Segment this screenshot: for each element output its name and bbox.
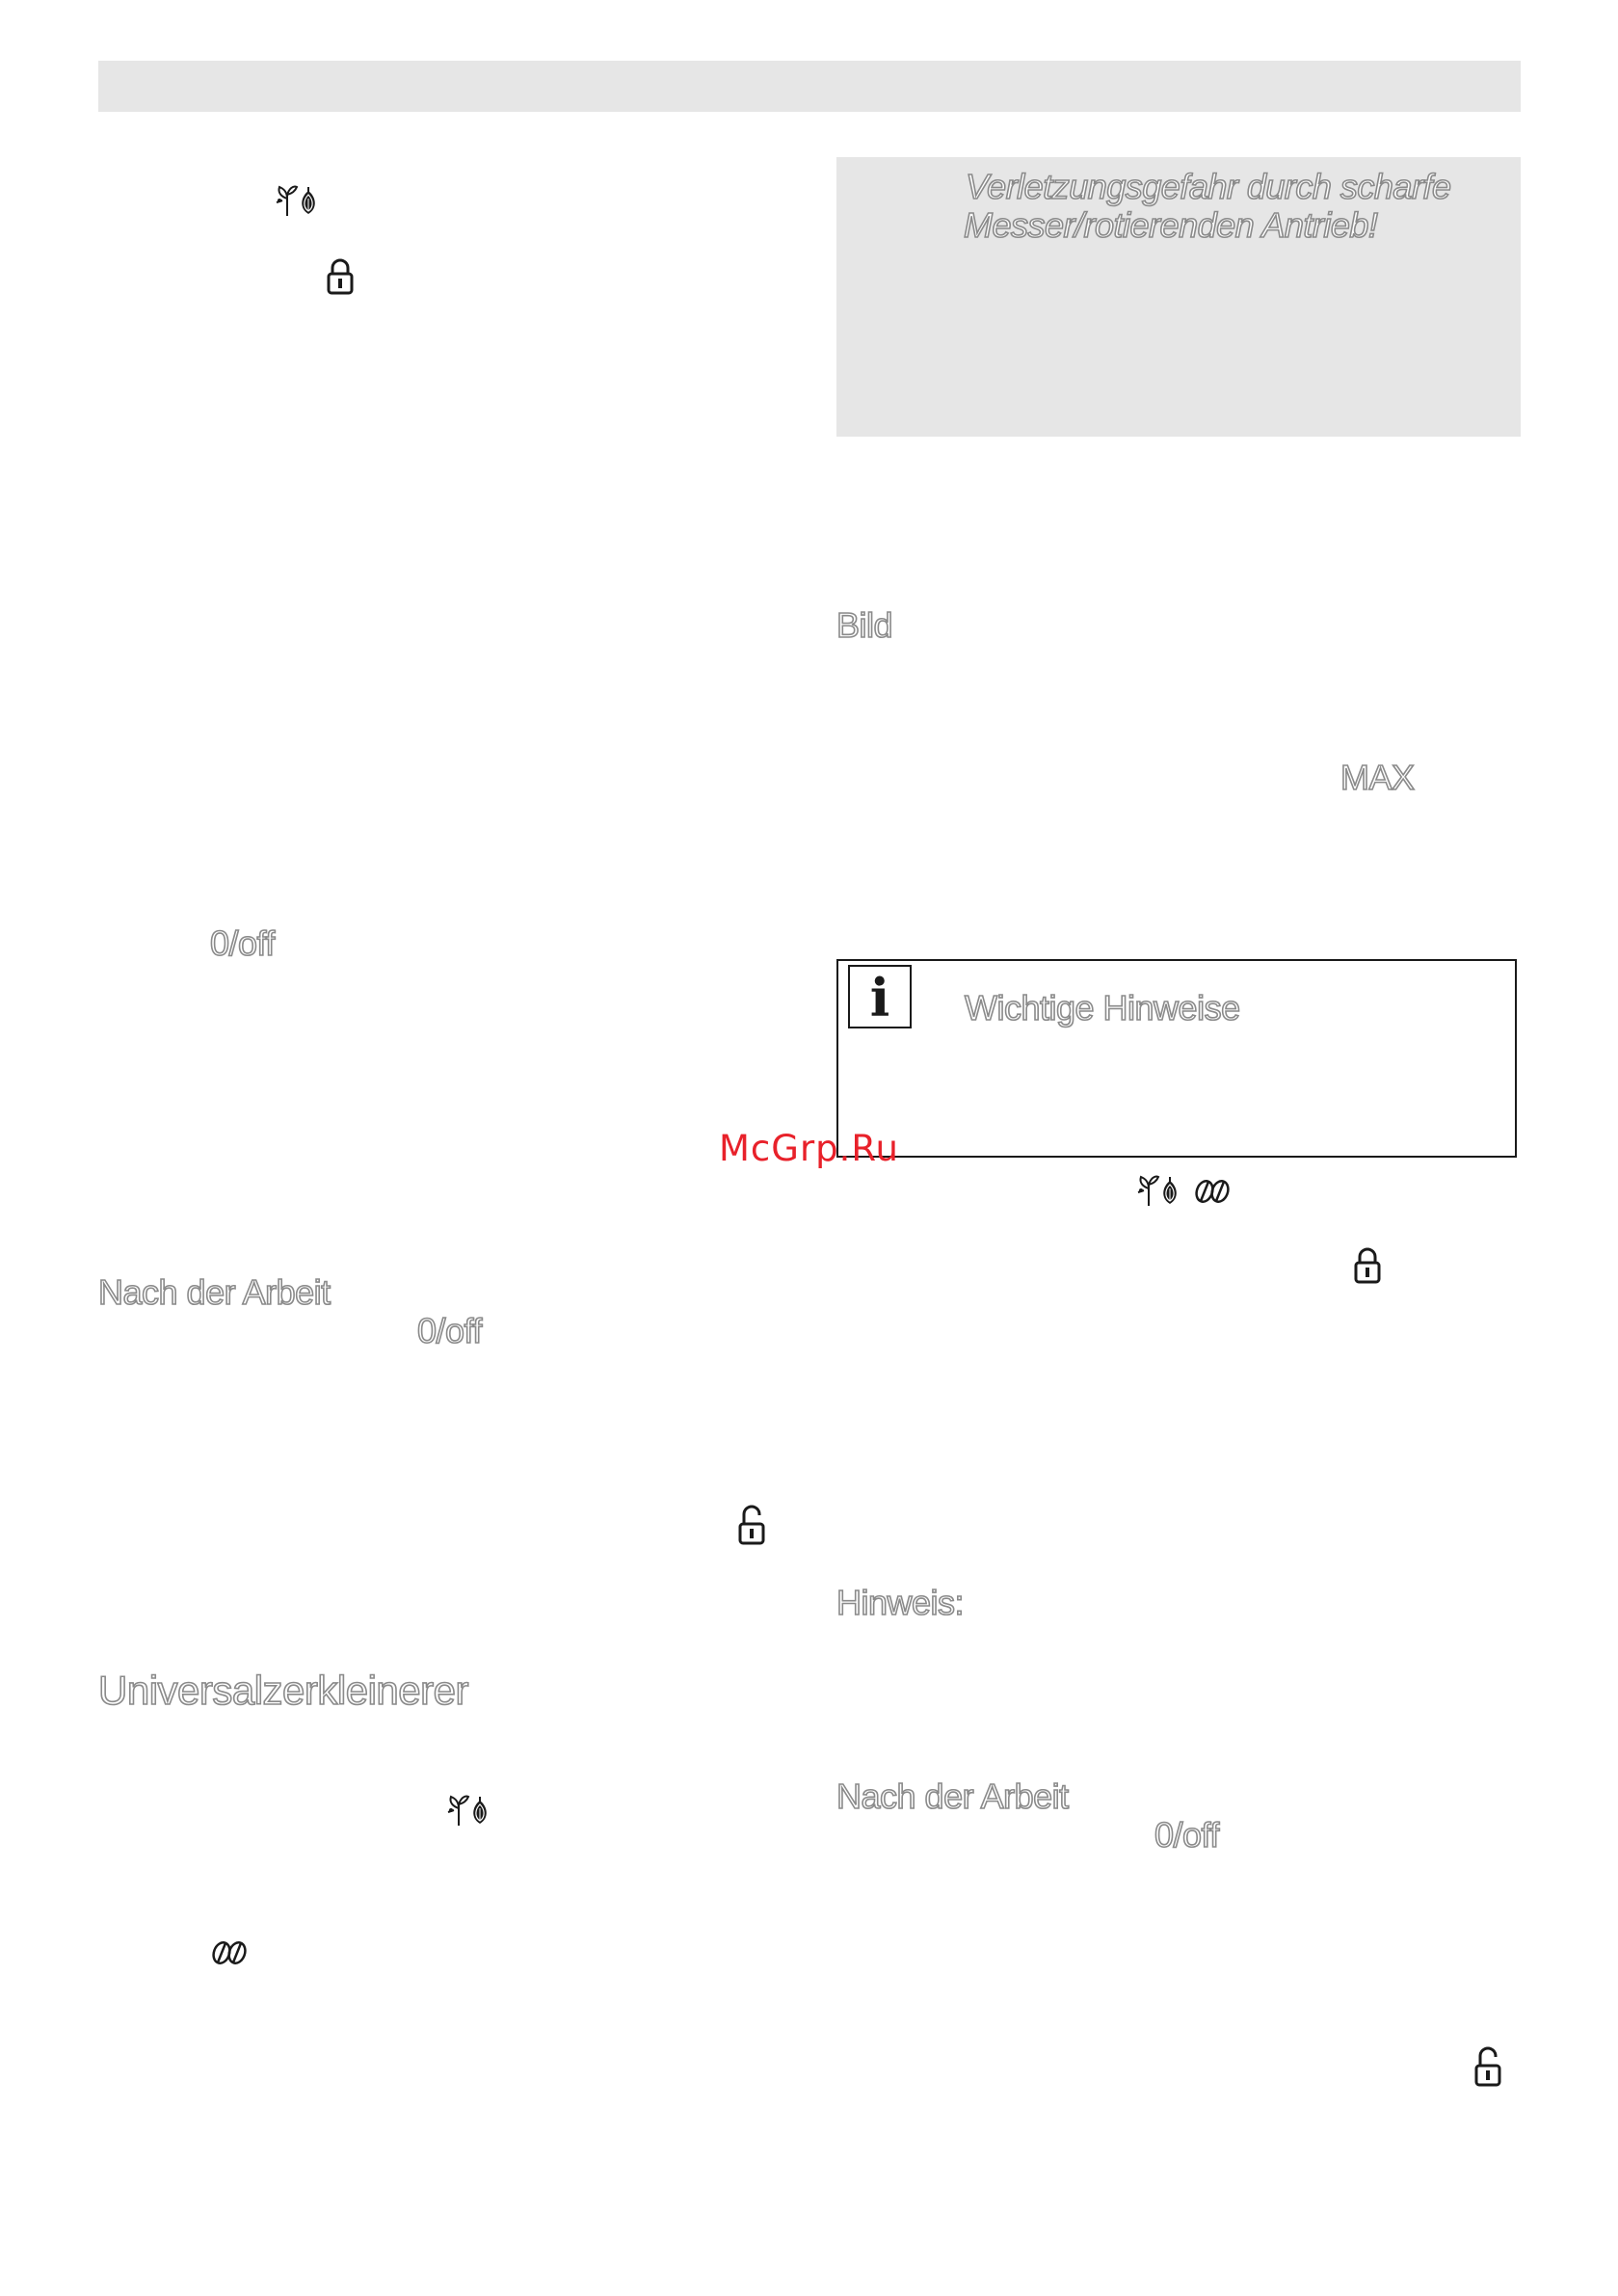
after-work-heading: Nach der Arbeit [98, 1272, 331, 1312]
warning-box [836, 157, 1521, 437]
info-box [836, 959, 1517, 1158]
lock-closed-icon [325, 257, 356, 296]
figure-label: Bild [836, 605, 893, 645]
watermark: McGrp.Ru [719, 1128, 899, 1169]
warning-title: Messer/rotierenden Antrieb! [964, 205, 1378, 245]
after-work-heading: Nach der Arbeit [836, 1776, 1069, 1816]
page-header-bar [98, 61, 1521, 112]
lock-open-icon [736, 1504, 767, 1546]
coffee-beans-icon [210, 1939, 249, 1966]
herb-onion-icon [274, 181, 322, 218]
warning-title: Verletzungsgefahr durch scharfe [966, 167, 1451, 206]
off-label: 0/off [417, 1311, 482, 1350]
max-label: MAX [1340, 758, 1415, 797]
info-box-title: Wichtige Hinweise [965, 988, 1240, 1028]
info-icon: i [848, 965, 912, 1028]
herb-onion-icon [1135, 1171, 1183, 1208]
off-label: 0/off [1154, 1815, 1219, 1855]
coffee-beans-icon [1193, 1178, 1232, 1205]
section-title: Universalzerkleinerer [98, 1668, 468, 1713]
herb-onion-icon [445, 1791, 493, 1828]
off-label: 0/off [210, 923, 275, 963]
lock-open-icon [1472, 2045, 1503, 2088]
lock-closed-icon [1352, 1246, 1383, 1285]
note-heading: Hinweis: [836, 1583, 965, 1622]
